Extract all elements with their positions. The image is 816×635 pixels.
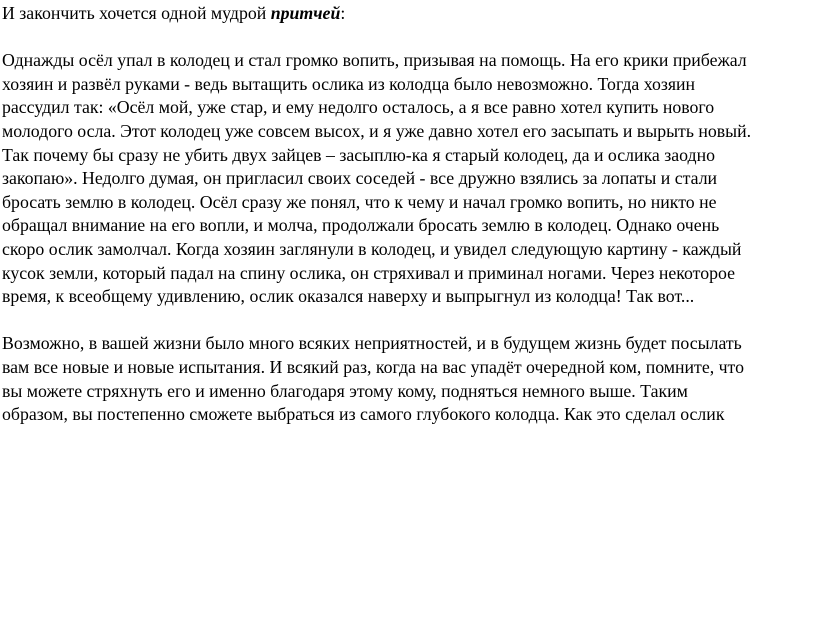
moral-line: вы можете стряхнуть его и именно благодаря этому кому, подняться немного выше. Таким [2,380,688,401]
moral-line: Возможно, в вашей жизни было много всяких неприятностей, и в будущем жизнь будет посылать [2,333,742,354]
story-paragraph [2,49,808,309]
moral-paragraph [2,332,808,426]
intro-emphasis: притчей [270,3,341,23]
story-line: бросать землю в колодец. Осёл сразу же понял, что к чему и начал громко вопить, но никто не [2,191,717,212]
story-line: закопаю». Недолго думая, он пригласил своих соседей - все дружно взялись за лопаты и стали [2,168,718,189]
story-line: скоро ослик замолчал. Когда хозяин заглянули в колодец, и увидел следующую картину - каждый [2,238,742,259]
intro-colon: : [340,3,346,23]
intro-line [2,2,808,26]
story-line: обращал внимание на его вопли, и молча, продолжали бросать землю в колодец. Однако очень [2,215,720,236]
story-line: кусок земли, который падал на спину ослика, он стряхивал и приминал ногами. Через некоторое [2,262,735,283]
story-line: хозяин и развёл руками - ведь вытащить ослика из колодца было невозможно. Тогда хозяин [2,73,696,94]
intro-text: И закончить хочется одной мудрой [2,3,271,23]
story-line: Однажды осёл упал в колодец и стал громко вопить, призывая на помощь. На его крики прибежал [2,50,747,71]
story-line: рассудил так: «Осёл мой, уже стар, и ему недолго осталось, а я все равно хотел купить нового [2,97,715,118]
moral-line: образом, вы постепенно сможете выбраться из самого глубокого колодца. Как это сделал ослик [2,404,725,425]
story-line: Так почему бы сразу не убить двух зайцев – засыплю-ка я старый колодец, да и ослика заодно [2,144,715,165]
moral-line: вам все новые и новые испытания. И всякий раз, когда на вас упадёт очередной ком, помните, что [2,356,744,377]
paragraph-gap [2,26,808,50]
story-line: молодого осла. Этот колодец уже совсем высох, и я уже давно хотел его засыпать и вырыть новый. [2,120,752,141]
story-line: время, к всеобщему удивлению, ослик оказался наверху и выпрыгнул из колодца! Так вот... [2,286,695,307]
paragraph-gap [2,309,808,333]
